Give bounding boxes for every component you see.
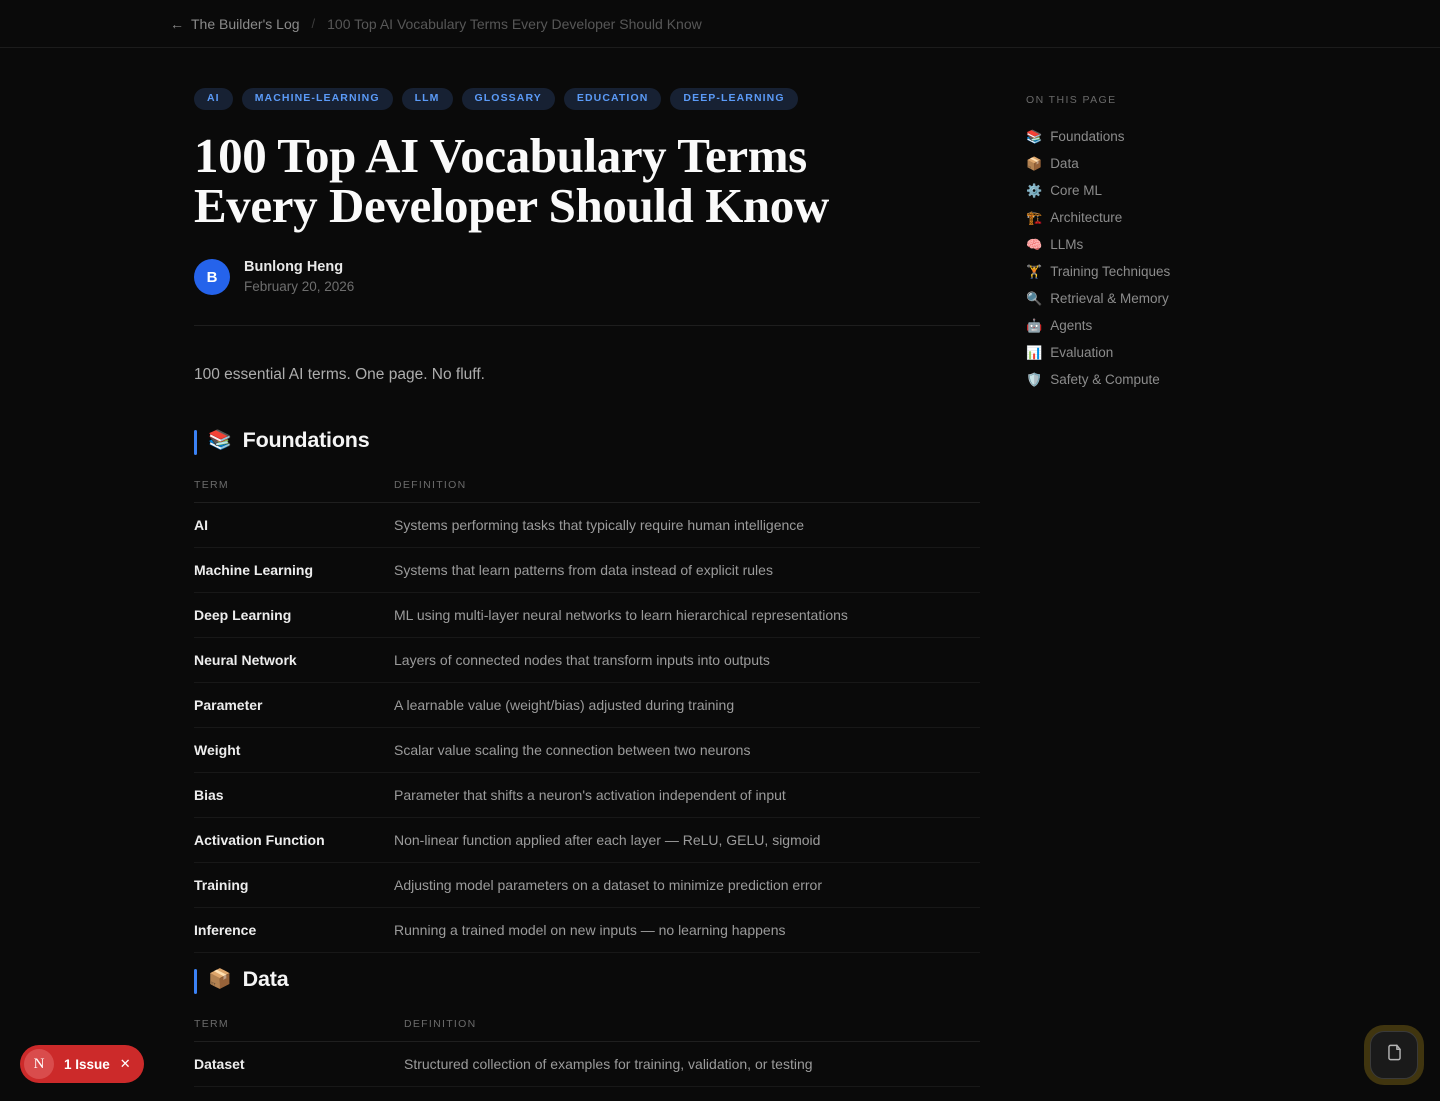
- tag-deep-learning[interactable]: DEEP-LEARNING: [670, 88, 797, 110]
- table-row: [194, 683, 980, 728]
- column-header-definition: DEFINITION: [404, 1018, 980, 1042]
- table-row: [194, 548, 980, 593]
- section-accent-bar: [194, 969, 197, 994]
- rail-item-label: Evaluation: [1050, 345, 1114, 360]
- rail-item-safety-compute[interactable]: [1026, 366, 1326, 393]
- table-row: [194, 1042, 980, 1087]
- section-foundations: [194, 428, 980, 953]
- column-header-definition: DEFINITION: [394, 479, 980, 503]
- article-lede: 100 essential AI terms. One page. No fluff.: [194, 366, 485, 384]
- cell-term: Bias: [194, 773, 394, 818]
- rail-item-emoji-icon: 📊: [1026, 345, 1043, 360]
- rail-item-foundations[interactable]: [1026, 123, 1326, 150]
- rail-item-list: [1026, 123, 1326, 393]
- table-row: [194, 818, 980, 863]
- dev-issue-indicator[interactable]: [20, 1045, 144, 1083]
- rail-item-label: LLMs: [1050, 237, 1084, 252]
- dev-issue-count: 1 Issue: [64, 1056, 110, 1072]
- table-row: [194, 503, 980, 548]
- terms-table: [194, 479, 980, 953]
- cell-definition: Systems that learn patterns from data instead of explicit rules: [394, 548, 980, 593]
- rail-item-data[interactable]: [1026, 150, 1326, 177]
- cell-definition: ML using multi-layer neural networks to learn hierarchical representations: [394, 593, 980, 638]
- rail-item-emoji-icon: 🏋️: [1026, 264, 1043, 279]
- rail-item-retrieval-memory[interactable]: [1026, 285, 1326, 312]
- author-block: [194, 258, 980, 296]
- tag-machine-learning[interactable]: MACHINE-LEARNING: [242, 88, 393, 110]
- cell-definition: Systems performing tasks that typically require human intelligence: [394, 503, 980, 548]
- rail-item-label: Data: [1050, 156, 1079, 171]
- column-header-term: TERM: [194, 1018, 404, 1042]
- table-row: [194, 908, 980, 953]
- breadcrumb-bar: [0, 0, 1440, 48]
- rail-item-label: Core ML: [1050, 183, 1102, 198]
- cell-definition: Layers of connected nodes that transform inputs into outputs: [394, 638, 980, 683]
- author-name: Bunlong Heng: [244, 259, 344, 276]
- cell-term: Training: [194, 863, 394, 908]
- tag-ai[interactable]: AI: [194, 88, 233, 110]
- document-icon: [1385, 1043, 1404, 1067]
- cell-term: Activation Function: [194, 818, 394, 863]
- section-accent-bar: [194, 430, 197, 455]
- rail-item-llms[interactable]: [1026, 231, 1326, 258]
- breadcrumb-separator: /: [311, 16, 316, 31]
- column-header-term: TERM: [194, 479, 394, 503]
- rail-item-emoji-icon: ⚙️: [1026, 183, 1043, 198]
- cell-definition: Parameter that shifts a neuron's activation independent of input: [394, 773, 980, 818]
- rail-item-emoji-icon: 📚: [1026, 129, 1043, 144]
- rail-item-label: Architecture: [1050, 210, 1123, 225]
- section-header: [194, 967, 980, 992]
- tag-list: [194, 88, 980, 110]
- tag-education[interactable]: EDUCATION: [564, 88, 662, 110]
- rail-item-agents[interactable]: [1026, 312, 1326, 339]
- section-header: [194, 428, 980, 453]
- table-header-row: [194, 1018, 980, 1042]
- tag-llm[interactable]: LLM: [402, 88, 453, 110]
- rail-item-label: Training Techniques: [1050, 264, 1171, 279]
- section-title: Foundations: [242, 428, 370, 453]
- cell-term: Dataset: [194, 1042, 404, 1087]
- rail-heading: ON THIS PAGE: [1026, 94, 1117, 106]
- page-content: [0, 48, 1440, 1101]
- divider: [194, 325, 980, 326]
- document-button[interactable]: [1370, 1031, 1418, 1079]
- back-arrow-icon: ←: [170, 15, 184, 32]
- avatar: B: [194, 259, 230, 295]
- cell-definition: Structured collection of examples for training, validation, or testing: [404, 1042, 980, 1087]
- close-icon[interactable]: ✕: [119, 1056, 131, 1071]
- rail-item-emoji-icon: 🔍: [1026, 291, 1043, 306]
- table-row: [194, 773, 980, 818]
- rail-item-emoji-icon: 🛡️: [1026, 372, 1043, 387]
- cell-definition: Running a trained model on new inputs — no learning happens: [394, 908, 980, 953]
- section-emoji-icon: 📚: [208, 430, 232, 452]
- rail-item-evaluation[interactable]: [1026, 339, 1326, 366]
- rail-item-architecture[interactable]: [1026, 204, 1326, 231]
- rail-item-core-ml[interactable]: [1026, 177, 1326, 204]
- rail-item-training-techniques[interactable]: [1026, 258, 1326, 285]
- cell-term: Machine Learning: [194, 548, 394, 593]
- section-emoji-icon: 📦: [208, 969, 232, 991]
- table-row: [194, 638, 980, 683]
- table-row: [194, 863, 980, 908]
- rail-item-emoji-icon: 🧠: [1026, 237, 1043, 252]
- cell-definition: A learnable value (weight/bias) adjusted during training: [394, 683, 980, 728]
- rail-item-emoji-icon: 🏗️: [1026, 210, 1043, 225]
- breadcrumb-current: 100 Top AI Vocabulary Terms Every Developer Should Know: [327, 15, 702, 32]
- section-title: Data: [242, 967, 289, 992]
- cell-definition: Non-linear function applied after each layer — ReLU, GELU, sigmoid: [394, 818, 980, 863]
- section-list: [194, 428, 980, 1087]
- breadcrumb-parent-link[interactable]: [170, 16, 300, 32]
- rail-item-label: Retrieval & Memory: [1050, 291, 1169, 306]
- cell-term: Inference: [194, 908, 394, 953]
- on-this-page-rail: [1026, 88, 1326, 1101]
- rail-item-label: Agents: [1050, 318, 1093, 333]
- table-row: [194, 728, 980, 773]
- cell-term: Parameter: [194, 683, 394, 728]
- section-data: [194, 967, 980, 1087]
- rail-item-emoji-icon: 🤖: [1026, 318, 1043, 333]
- cell-term: AI: [194, 503, 394, 548]
- rail-item-emoji-icon: 📦: [1026, 156, 1043, 171]
- cell-definition: Adjusting model parameters on a dataset to minimize prediction error: [394, 863, 980, 908]
- breadcrumb-parent-label: The Builder's Log: [191, 15, 300, 32]
- article: [194, 88, 980, 1101]
- table-header-row: [194, 479, 980, 503]
- nextjs-logo-icon: N: [24, 1049, 54, 1079]
- publish-date: February 20, 2026: [244, 278, 355, 294]
- cell-term: Weight: [194, 728, 394, 773]
- cell-term: Neural Network: [194, 638, 394, 683]
- tag-glossary[interactable]: GLOSSARY: [462, 88, 555, 110]
- cell-definition: Scalar value scaling the connection between two neurons: [394, 728, 980, 773]
- cell-term: Deep Learning: [194, 593, 394, 638]
- rail-item-label: Foundations: [1050, 129, 1125, 144]
- terms-table: [194, 1018, 980, 1087]
- page-title: 100 Top AI Vocabulary Terms Every Developer Should Know: [194, 127, 829, 234]
- table-row: [194, 593, 980, 638]
- rail-item-label: Safety & Compute: [1050, 372, 1160, 387]
